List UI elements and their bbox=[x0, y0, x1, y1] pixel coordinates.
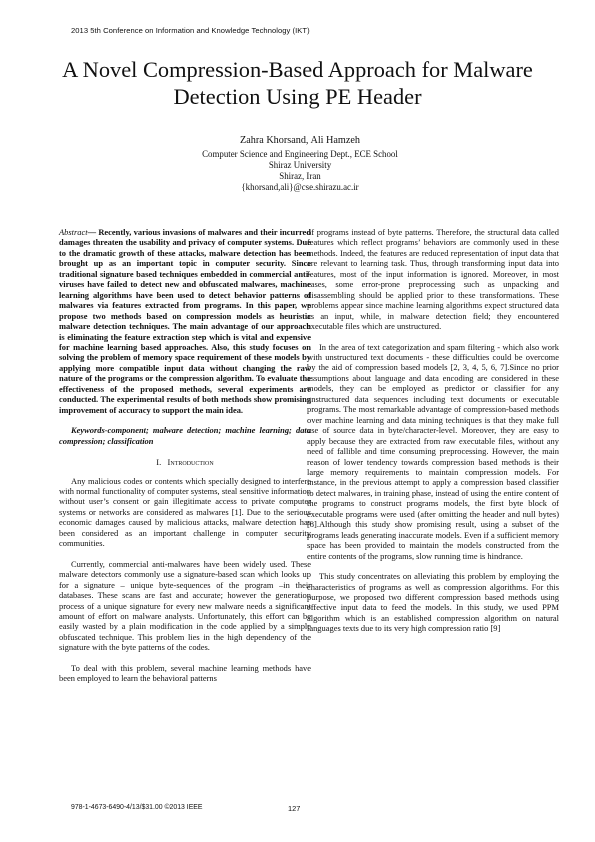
body-paragraph: Any malicious codes or contents which specially designed to interfere with normal functionality of computer systems, steal sensitive information without user’s consent or gain illegitimate access to private computer systems or networks are considered as malwares [1]. Due to the serious economic damages caused by malicious attacks, malware detection has been considered as an important challenge in computer security communities. bbox=[59, 475, 311, 549]
abstract-dash: — bbox=[87, 227, 99, 237]
left-column bbox=[59, 227, 311, 684]
paper-title: A Novel Compression-Based Approach for Malware Detection Using PE Header bbox=[62, 57, 533, 109]
author-names: Zahra Khorsand, Ali Hamzeh bbox=[240, 135, 360, 146]
affiliation-department: Computer Science and Engineering Dept., ECE School bbox=[202, 149, 398, 159]
keywords: Keywords-component; malware detection; machine learning; data compression; classification bbox=[59, 425, 311, 446]
abstract bbox=[59, 227, 311, 415]
author-affiliation bbox=[130, 149, 470, 193]
affiliation-university: Shiraz University bbox=[268, 160, 332, 170]
body-paragraph: Currently, commercial anti-malwares have been widely used. These malware detectors commonly use a signature-based scan which looks up for a signature – unique byte-sequences of the program –in their databases. These scans are fast and accurate; however the generation process of a unique signature for every new malware needs a significant amount of effort on malware analysts. Unfortunately, this effort can be easily wasted by a plain modification in the code applied by a simple obfuscated technique. This problem lies in the high dependency of the signature with the byte patterns of the codes. bbox=[59, 558, 311, 653]
abstract-label: Abstract bbox=[59, 227, 88, 237]
footer-isbn: 978-1-4673-6490-4/13/$31.00 ©2013 IEEE bbox=[71, 804, 203, 811]
body-paragraph: To deal with this problem, several machine learning methods have been employed to learn the behavioral patterns bbox=[59, 662, 311, 684]
abstract-text: Recently, various invasions of malwares and their incurred damages threaten the usability and privacy of computer systems. Due to the dramatic growth of these attacks, malware detection has been brought up as an important topic in computer security. Since traditional signature based techniques embedded in commercial anti-viruses have failed to detect new and obfuscated malwares, machine learning algorithms have been used to detect behavior patterns of malwares via features extracted from programs. In this paper, we propose two methods based on compression models as heuristic malware detection techniques. The main advantage of our approach is eliminating the feature extraction step which is vital and expensive for machine learning based approaches. Also, this study focuses on solving the problem of memory space requirement of these models by applying more compatible input data without changing the raw nature of the programs or the compression algorithm. To evaluate the effectiveness of the proposed methods, several experiments are conducted. The experimental results of both methods show promising improvement of accuracy to support the main idea. bbox=[59, 227, 311, 415]
section-number: I. bbox=[156, 457, 162, 468]
conference-header: 2013 5th Conference on Information and Knowledge Technology (IKT) bbox=[71, 26, 310, 35]
section-title: Introduction bbox=[167, 457, 214, 468]
page-number: 127 bbox=[288, 804, 301, 813]
body-paragraph: In the area of text categorization and spam filtering - which also work with unstructured text documents - these difficulties could be overcome by the aid of compression based models [2, 3, 4, 5, 6, 7].Since no prior assumptions about language and data encoding are considered in these models, they can be employed as predictor or classifier for any unstructured data sequences including text documents or executable programs. The most remarkable advantage of compression-based methods over machine learning and data mining techniques is that they make full use of source data in byte/character-level. Moreover, they are easy to apply because they are extracted from raw executable files, without any need of fallible and time consuming preprocessing. However, the main reason of lower tendency towards compression based methods is their large memory requirements to maintain compression models. For instance, in the previous attempt to apply a compression based classifier to detect malwares, in training phase, instead of using the entire content of the programs to construct programs models, the first byte block of executable programs were used (after omitting the header and null bytes) [8].Although this study show promising result, using a subset of the programs leads generating inaccurate models. Even if a sufficient memory space has been provided to maintain the models constructed from the entire contents of the programs, slow running time is hindrance. bbox=[307, 341, 559, 561]
affiliation-location: Shiraz, Iran bbox=[279, 171, 321, 181]
right-column bbox=[307, 227, 559, 634]
body-paragraph: This study concentrates on alleviating this problem by employing the characteristics of programs as well as compression algorithms. For this purpose, we proposed two different compression based methods using effective input data to feed the models. In this study, we used PPM algorithm which is an established compression algorithm on natural languages texts due to its very high compression ratio [9] bbox=[307, 571, 559, 634]
body-paragraph: of programs instead of byte patterns. Therefore, the structural data called features which reflect programs’ behaviors are commonly used in these methods. Indeed, the features are reduced representation of input data that are relevant to learning task. Thus, through transforming input data into features, most of the input information is ignored. Moreover, in most cases, some error-prone preprocessing such as unpacking and disassembling should be applied prior to these transformations. These problems appear since machine learning algorithms expect structured data as an input, while, in malware detection field; they encountered executable files which are unstructured. bbox=[307, 227, 559, 332]
section-heading-introduction bbox=[59, 457, 311, 467]
affiliation-email: {khorsand,ali}@cse.shirazu.ac.ir bbox=[241, 182, 359, 192]
